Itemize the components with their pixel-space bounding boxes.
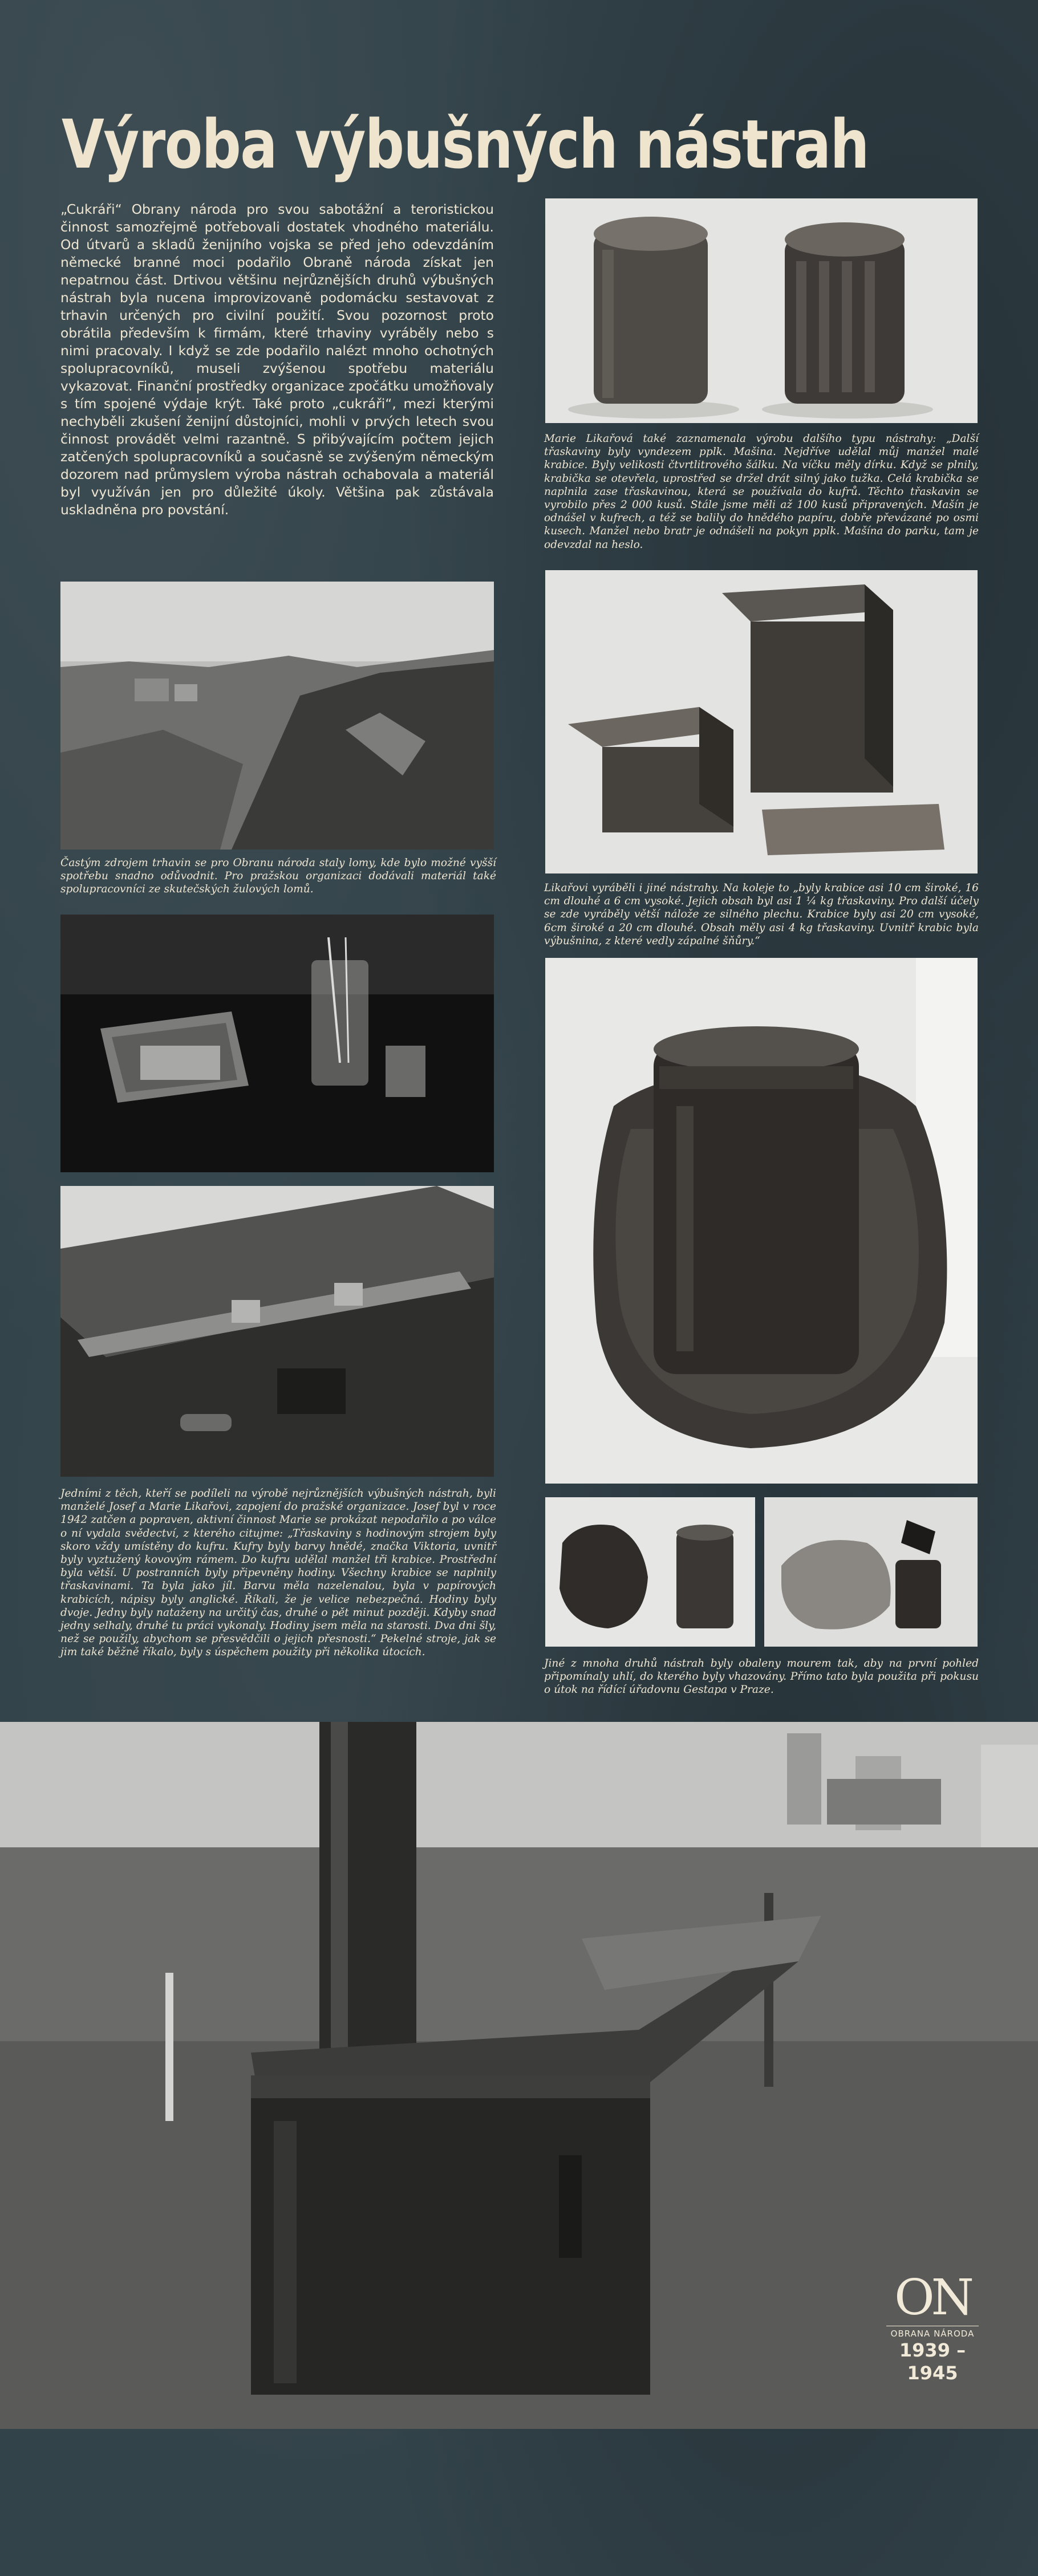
caption-suitcase: Jedními z těch, kteří se podíleli na výrobě nejrůznějších výbušných nástrah, byli manželé Josef a Marie Likařovi, zapojení do pražské organizace. Josef byl v roce 1942 zatčen a popraven, aktivní činnost Marie se prokázat nepodařilo a po válce o ní vydala svědectví, z kterého citujme: „Třaskaviny s hodinovým strojem byly skoro vždy umístěny do kufru. Kufry byly barvy hnědé, značka Viktoria, uvnitř byly vyztužený kovovým rámem. Do kufru udělal manžel tři krabice. Prostřední byla větší. U postranních byly připevněny hodiny. Všechny krabice se naplnily třaskavinami. Ta byla jako jíl. Barvu měla nazelenalou, byla v papírových krabicích, nápisy byly anglické. Říkali, že je velice nebezpečná. Hodiny byly dvoje. Jedny byly nataženy na určitý čas, druhé o pět minut později. Kdyby snad jedny selhaly, druhé tu práci vykonaly. Hodiny jsem měla na starosti. Dva dni šly, než se použily, abychom se přesvědčili o jejich přesnosti.“ Pekelné stroje, jak se jim také běžně říkalo, byly s úspěchem použity při několika útocích. [60, 1488, 496, 1659]
logo-years: 1939 – 1945 [899, 2339, 966, 2384]
page-title: Výroba výbušných nástrah [62, 105, 869, 184]
logo-mark: ON [894, 2269, 971, 2326]
caption-boxes: Likařovi vyráběli i jiné nástrahy. Na koleje to „byly krabice asi 10 cm široké, 16 cm dlouhé a 6 cm vysoké. Jejich obsah byl asi 1 ¼ kg třaskaviny. Pro další účely se zde vyráběly větší nálože ze silného plechu. Krabice byly asi 20 cm vysoké, 6cm široké a 20 cm dlouhé. Obsah měly asi 4 kg třaskaviny. Uvnitř krabic byla výbušnina, z které vedly zápalné šňůry.“ [544, 882, 979, 947]
caption-quarry: Častým zdrojem trhavin se pro Obranu národa staly lomy, kde bylo možné vyšší spotřebu snadno odůvodnit. Pro pražskou organizaci dodávali materiál také spolupracovníci ze skutečských žulových lomů. [60, 857, 496, 896]
photo-coal-objects-1 [545, 1497, 755, 1647]
photo-quarry [60, 582, 494, 850]
photo-coal-objects-2 [764, 1497, 978, 1647]
photo-can-in-coal [545, 958, 978, 1484]
photo-metal-boxes [545, 570, 978, 873]
intro-text: „Cukráři“ Obrany národa pro svou sabotážní a teroristickou činnost samozřejmě potřebovali dostatek vhodného materiálu. Od útvarů a skladů ženijního vojska se před jeho odevzdáním německé branné moci podařilo Obraně národa získat jen nepatrnou část. Drtivou většinu nejrůznějších druhů výbušných nástrah byla nucena improvizovaně podomácku sestavovat z trhavin určených pro civilní použití. Svou pozornost proto obrátila především k firmám, které trhaviny vyráběly nebo s nimi pracovaly. I když se zde podařilo nalézt mnoho ochotných spolupracovníků, museli zvýšenou spotřebu materiálu vykazovat. Finanční prostředky organizace zpočátku umožňovaly s tím spojené výdaje krýt. Také proto „cukráři“, mezi kterými nechyběli zkušení ženijní důstojníci, mohli v prvých letech svou činnost provádět velmi razantně. S přibývajícím počtem jejich zatčených spolupracovníků a současně se zvýšeným německým dozorem nad průmyslem výroba nástrah ochabovala a materiál byl využíván jen pro důležité úkoly. Většina pak zůstávala uskladněna pro povstání. [60, 201, 494, 518]
obrana-naroda-logo [878, 2269, 987, 2384]
caption-coal: Jiné z mnoha druhů nástrah byly obaleny mourem tak, aby na první pohled připomínaly uhlí, do kterého byly vhazovány. Přímo tato byla použita při pokusu o útok na řídící úřadovnu Gestapa v Praze. [544, 1657, 979, 1696]
logo-organization: OBRANA NÁRODA [886, 2326, 979, 2339]
caption-cans: Marie Likařová také zaznamenala výrobu dalšího typu nástrahy: „Další třaskaviny byly vyndezem pplk. Mašina. Nejdříve udělal můj manžel malé krabice. Byly velikosti čtvrtlitrového šálku. Na víčku měly dírku. Když se plnily, krabička se otevřela, uprostřed se držel drát silný jako tužka. Celá krabička se naplnila zase třaskavinou, která se používala do kufrů. Těchto třaskavin se vyrobilo přes 2 000 kusů. Stále jsme měli až 100 kusů připravených. Mašín je odnášel v kufrech, a též se balily do hnědého papíru, dobře převázané po osmi kusech. Manžel nebo bratr je odnášeli na pokyn pplk. Mašína do parku, tam je odevzdal na heslo. [544, 433, 979, 551]
photo-cylinder-cans [545, 198, 978, 423]
photo-tin-with-wires [60, 915, 494, 1172]
photo-suitcase [60, 1186, 494, 1477]
